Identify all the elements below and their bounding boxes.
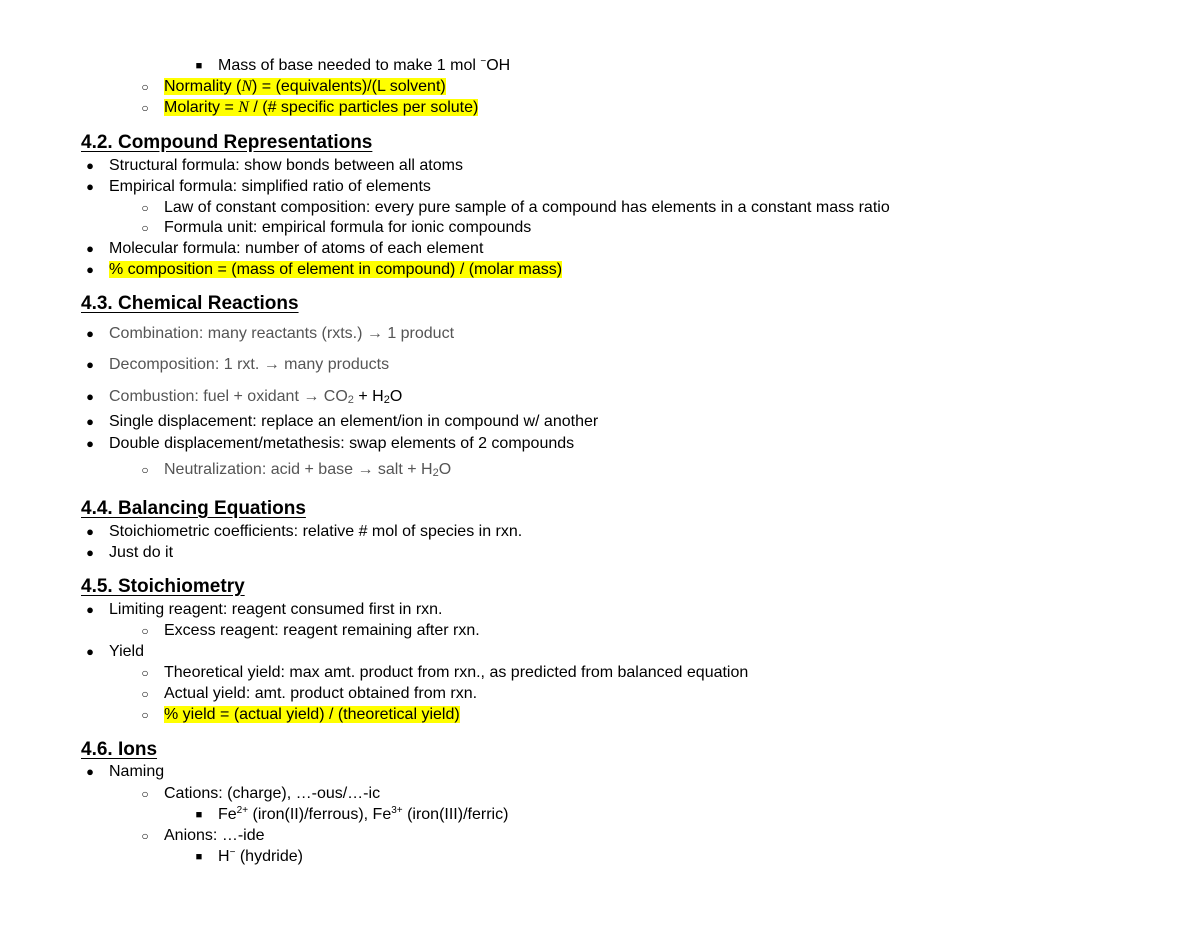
list-item: ○ Theoretical yield: max amt. product from rxn., as predicted from balanced equation [164, 663, 748, 683]
highlighted-text: % composition = (mass of element in compound) / (molar mass) [109, 261, 563, 278]
list-item [141, 705, 460, 725]
list-item: ● Stoichiometric coefficients: relative # mol of species in rxn. [109, 522, 522, 542]
square-bullet: ■ [195, 851, 203, 863]
list-item: ● Single displacement: replace an element/ion in compound w/ another [109, 412, 598, 432]
hollow-bullet: ○ [141, 829, 149, 843]
filled-bullet: ● [86, 389, 94, 404]
section-heading: 4.3. Chemical Reactions [81, 293, 299, 314]
list-item [141, 77, 446, 97]
filled-bullet: ● [86, 357, 94, 372]
filled-bullet: ● [86, 414, 94, 429]
hollow-bullet: ○ [141, 221, 149, 235]
section-heading: 4.5. Stoichiometry [81, 576, 245, 597]
list-item: ● Double displacement/metathesis: swap elements of 2 compounds [109, 434, 574, 454]
section-heading: 4.4. Balancing Equations [81, 498, 306, 519]
list-item: ● Combustion: fuel + oxidant → $CO_2 + H_2O$ [109, 387, 402, 407]
filled-bullet: ● [86, 644, 94, 659]
square-bullet: ■ [195, 60, 203, 72]
list-item: ● Naming [109, 762, 164, 782]
hollow-bullet: ○ [141, 80, 149, 94]
list-item: ○ Cations: (charge), …-ous/…-ic [164, 784, 380, 804]
list-item: ● Decomposition: 1 rxt. → many products [109, 355, 389, 375]
list-item: ● Limiting reagent: reagent consumed first in rxn. [109, 600, 443, 620]
hollow-bullet: ○ [141, 666, 149, 680]
section-heading: 4.6. Ions [81, 739, 158, 760]
filled-bullet: ● [86, 602, 94, 617]
section-heading: 4.2. Compound Representations [81, 132, 373, 153]
filled-bullet: ● [86, 545, 94, 560]
list-item: ● Just do it [109, 543, 173, 563]
list-item: ● Structural formula: show bonds between all atoms [109, 156, 463, 176]
list-item: ● Combination: many reactants (rxts.) → 1 product [109, 324, 454, 344]
list-item: ● Empirical formula: simplified ratio of elements [109, 177, 431, 197]
hollow-bullet: ○ [141, 687, 149, 701]
list-item: ○ Anions: …-ide [164, 826, 265, 846]
list-item: ○ Law of constant composition: every pure sample of a compound has elements in a constant mass ratio [164, 198, 890, 218]
hollow-bullet: ○ [141, 787, 149, 801]
filled-bullet: ● [86, 524, 94, 539]
hollow-bullet: ○ [141, 101, 149, 115]
list-item: ● Yield [109, 642, 144, 662]
list-item: ○ Neutralization: acid + base → salt + $H_2O$ [164, 460, 451, 480]
filled-bullet: ● [86, 436, 94, 451]
list-item: ○ Formula unit: empirical formula for ionic compounds [164, 218, 531, 238]
filled-bullet: ● [86, 764, 94, 779]
filled-bullet: ● [86, 262, 94, 277]
square-bullet: ■ [195, 809, 203, 821]
list-item: ○ Actual yield: amt. product obtained from rxn. [164, 684, 477, 704]
filled-bullet: ● [86, 241, 94, 256]
hollow-bullet: ○ [141, 708, 149, 722]
list-item: ■ H− (hydride) [218, 847, 303, 867]
list-item: ■ $Fe^{2+}$ (iron(II)/ferrous), $Fe^{3+}$ (iron(III)/ferric) [218, 805, 508, 825]
list-item [141, 98, 479, 118]
hollow-bullet: ○ [141, 624, 149, 638]
list-item: ○ Excess reagent: reagent remaining after rxn. [164, 621, 480, 641]
highlighted-text: Normality (N) = (equivalents)/(L solvent) [164, 78, 446, 95]
highlighted-text: % yield = (actual yield) / (theoretical yield) [164, 706, 460, 723]
filled-bullet: ● [86, 326, 94, 341]
list-item: ■ Mass of base needed to make 1 mol −OH [218, 56, 510, 76]
filled-bullet: ● [86, 158, 94, 173]
hollow-bullet: ○ [141, 201, 149, 215]
filled-bullet: ● [86, 179, 94, 194]
hollow-bullet: ○ [141, 463, 149, 477]
highlighted-text: Molarity = N / (# specific particles per solute) [164, 99, 479, 116]
list-item [86, 260, 563, 280]
list-item: ● Molecular formula: number of atoms of each element [109, 239, 483, 259]
